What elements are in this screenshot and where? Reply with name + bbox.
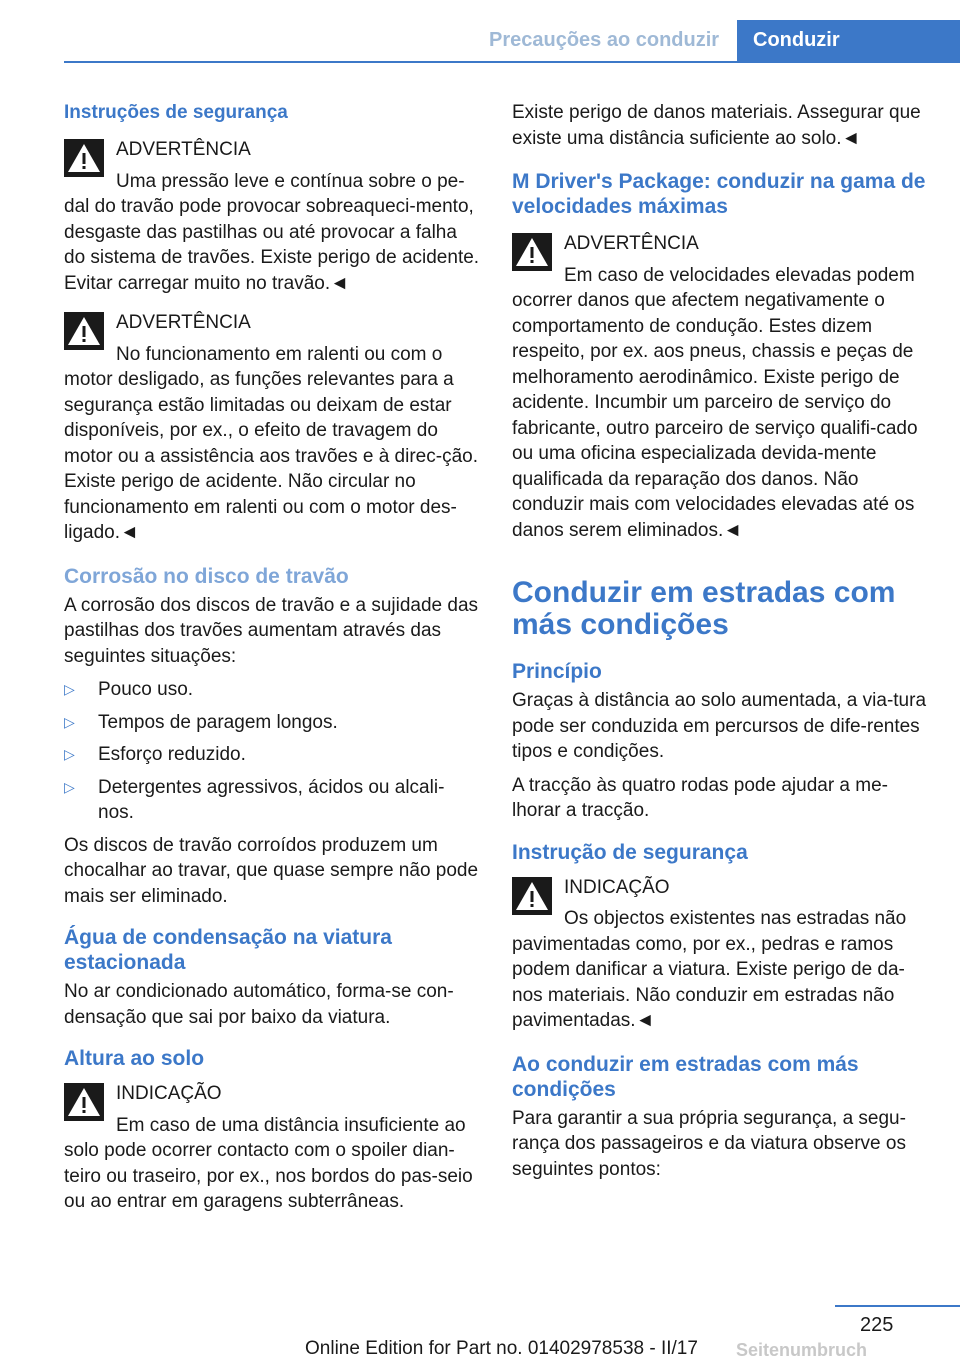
- triangle-bullet-icon: ▷: [64, 746, 75, 762]
- warning-4-title: ADVERTÊNCIA: [564, 233, 699, 254]
- list-item: ▷ Esforço reduzido.: [64, 742, 480, 768]
- warning-block-4: [512, 231, 932, 543]
- triangle-bullet-icon: ▷: [64, 778, 75, 795]
- heading-agua-condensacao: Água de condensação na viatura estacionada: [64, 926, 392, 974]
- header-rule: [64, 61, 960, 63]
- warning-5-title: INDICAÇÃO: [564, 876, 670, 898]
- warning-3-text: solo pode ocorrer contacto com o spoiler dian-teiro ou traseiro, por ex., nos bordos do pas-seio ou ao entrar em garagens subterrâneas.: [64, 1140, 473, 1212]
- heading-altura-solo: Altura ao solo: [64, 1047, 205, 1070]
- warning-triangle-icon: [512, 233, 552, 271]
- heading-m-drivers-package: M Driver's Package: conduzir na gama de velocidades máximas: [512, 170, 926, 218]
- warning-1-title: ADVERTÊNCIA: [116, 139, 251, 160]
- header-section-title: Precauções ao conduzir: [489, 29, 720, 51]
- warning-block-5: [512, 875, 932, 1034]
- principio-paragraph-2: A tracção às quatro rodas pode ajudar a me-lhorar a tracção.: [512, 774, 889, 821]
- warning-1-first-line: Uma pressão leve e contínua sobre o pe-: [116, 170, 465, 192]
- corrosao-list: [64, 677, 480, 826]
- warning-1-text: dal do travão pode provocar sobreaqueci-mento, desgaste das pastilhas ou até provocar a falha do sistema de travões. Existe perigo de acidente. Evitar carregar muito no travão.◄: [64, 196, 480, 294]
- heading-estradas-mas-condicoes: Conduzir em estradas com más condições: [512, 576, 896, 641]
- right-column: [512, 100, 932, 1190]
- corrosao-after-paragraph: Os discos de travão corroídos produzem um chocalhar ao travar, que quase sempre não pode mais ser eliminado.: [64, 834, 479, 907]
- page-footer: [0, 1300, 960, 1362]
- watermark-text: Seitenumbruch: [736, 1340, 868, 1360]
- heading-corrosao: Corrosão no disco de travão: [64, 564, 349, 588]
- heading-ao-conduzir: Ao conduzir em estradas com más condições: [512, 1052, 859, 1101]
- warning-3-first-line: Em caso de uma distância insuficiente ao: [116, 1114, 466, 1136]
- page-number: 225: [860, 1314, 894, 1336]
- warning-triangle-icon: [64, 312, 104, 350]
- warning-block-3: [64, 1081, 480, 1215]
- warning-2-title: ADVERTÊNCIA: [116, 312, 251, 333]
- warning-5-text: pavimentadas como, por ex., pedras e ramos podem danificar a viatura. Existe perigo de da-nos materiais. Não conduzir em estradas não pavimentadas.◄: [512, 933, 905, 1031]
- warning-block-1: [64, 137, 480, 296]
- warning-2-text: motor desligado, as funções relevantes para a segurança estão limitadas ou deixam de estar disponíveis, por ex., o efeito de travagem do motor ou a assistência aos travões e à direc-ção. Existe perigo de acidente. Não circular no funcionamento em ralenti ou com o motor des-ligado.◄: [64, 369, 478, 543]
- warning-4-first-line: Em caso de velocidades elevadas podem: [564, 264, 915, 286]
- warning-4-text: ocorrer danos que afectem negativamente o comportamento de condução. Estes dizem respeito, por ex. aos pneus, chassis e peças de melhoramento aerodinâmico. Existe perigo de acidente. Incumbir um parceiro de serviço do fabricante, outro parceiro de serviço qualifi-cado ou uma oficina especializada devida-mente qualificada da reparação dos danos. Não conduzir mais com velocidades elevadas até os danos serem eliminados.◄: [512, 290, 918, 541]
- warning-2-first-line: No funcionamento em ralenti ou com o: [116, 343, 443, 365]
- heading-instrucao-seguranca: Instrução de segurança: [512, 840, 748, 864]
- warning-3-title: INDICAÇÃO: [116, 1083, 222, 1104]
- list-item: ▷ Detergentes agressivos, ácidos ou alcali-nos.: [64, 776, 445, 823]
- heading-principio: Princípio: [512, 660, 602, 683]
- principio-paragraph-1: Graças à distância ao solo aumentada, a via-tura pode ser conduzida em percursos de dife-rentes tipos e condições.: [512, 690, 927, 762]
- footer-rule: [835, 1305, 960, 1307]
- warning-5-first-line: Os objectos existentes nas estradas não: [564, 908, 907, 929]
- continued-paragraph: Existe perigo de danos materiais. Assegurar que existe uma distância suficiente ao solo.◄: [512, 102, 921, 149]
- warning-triangle-icon: [64, 139, 104, 177]
- warning-block-2: [64, 310, 480, 546]
- warning-triangle-icon: [512, 877, 552, 915]
- triangle-bullet-icon: ▷: [64, 681, 75, 697]
- ao-conduzir-paragraph: Para garantir a sua própria segurança, a segu-rança dos passageiros e da viatura observe os seguintes pontos:: [512, 1107, 906, 1180]
- corrosao-paragraph: A corrosão dos discos de travão e a sujidade das pastilhas dos travões aumentam através das seguintes situações:: [64, 594, 479, 667]
- list-item: ▷ Tempos de paragem longos.: [64, 710, 480, 736]
- list-item: ▷ Pouco uso.: [64, 677, 480, 703]
- left-column: [64, 100, 480, 1215]
- triangle-bullet-icon: ▷: [64, 713, 75, 730]
- edition-text: Online Edition for Part no. 01402978538 - II/17: [305, 1338, 698, 1359]
- page-header: [0, 0, 960, 62]
- header-chapter-tab: [737, 20, 960, 62]
- heading-instrucoes-seguranca: Instruções de segurança: [64, 102, 288, 123]
- warning-triangle-icon: [64, 1083, 104, 1121]
- agua-paragraph: No ar condicionado automático, forma-se con-densação que sai por baixo da viatura.: [64, 981, 454, 1028]
- header-chapter-label: Conduzir: [753, 29, 840, 51]
